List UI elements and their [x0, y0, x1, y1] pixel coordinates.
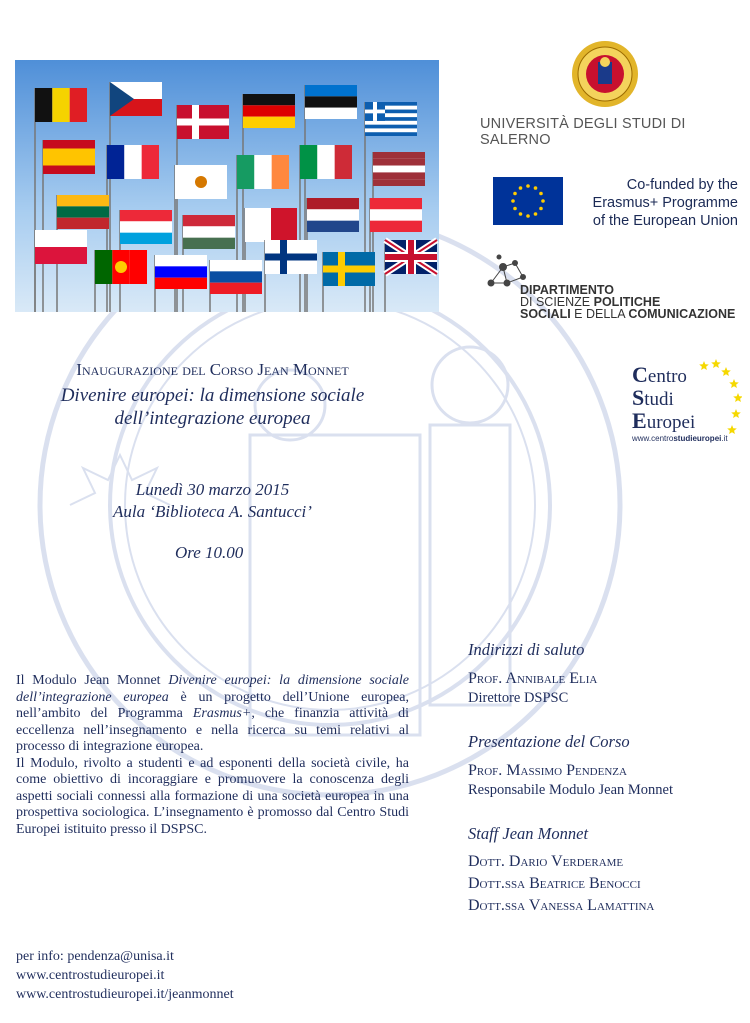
contact-info	[16, 947, 234, 1004]
uk-flag	[385, 240, 437, 274]
staff-heading: Staff Jean Monnet	[468, 824, 589, 843]
denmark-flag	[177, 105, 229, 139]
eu-flag-icon	[493, 177, 563, 225]
malta-flag	[245, 208, 297, 242]
austria-flag	[370, 198, 422, 232]
latvia-flag	[373, 152, 425, 186]
university-name: UNIVERSITÀ DEGLI STUDI DI SALERNO	[480, 116, 686, 148]
course-description	[16, 673, 409, 838]
czech-flag	[110, 82, 162, 116]
belgium-flag	[35, 88, 87, 122]
contact-url[interactable]: www.centrostudieuropei.it	[16, 968, 165, 983]
event-title: Inaugurazione del Corso Jean Monnet	[76, 360, 349, 379]
hungary-flag	[183, 215, 235, 249]
luxembourg-flag	[120, 210, 172, 244]
cyprus-flag	[175, 165, 227, 199]
slovenia-flag	[155, 255, 207, 289]
contact-email[interactable]: per info: pendenza@unisa.it	[16, 949, 174, 964]
sweden-flag	[323, 252, 375, 286]
saluti-role: Direttore DSPSC	[468, 690, 569, 706]
italy-flag	[300, 145, 352, 179]
event-subtitle-line-2: dell’integrazione europea	[114, 408, 311, 429]
presentazione-role: Responsabile Modulo Jean Monnet	[468, 782, 673, 798]
university-seal-logo	[571, 40, 639, 108]
germany-flag	[243, 94, 295, 128]
description-paragraph-2: Il Modulo, rivolto a studenti e ad esponenti della società civile, ha come obiettivo di incoraggiare e promuovere la conoscenza degli aspetti sociali connessi alla formazione di una società europea in una prospettiva sociologica. L’insegnamento è promosso dal Centro Studi Europei istituito presso il DSPSC.	[16, 755, 409, 837]
staff-member: Dott. Dario Verderame	[468, 853, 624, 870]
eu-flags-photo	[15, 60, 439, 312]
presentazione-speaker: Prof. Massimo Pendenza	[468, 762, 627, 779]
finland-flag	[265, 240, 317, 274]
poland-flag	[35, 230, 87, 264]
estonia-flag	[305, 85, 357, 119]
saluti-heading: Indirizzi di saluto	[468, 640, 585, 659]
event-subtitle-line-1: Divenire europei: la dimensione sociale	[60, 385, 365, 406]
netherlands-flag	[307, 198, 359, 232]
contact-url-jeanmonnet[interactable]: www.centrostudieuropei.it/jeanmonnet	[16, 987, 234, 1002]
saluti-speaker: Prof. Annibale Elia	[468, 670, 598, 687]
department-line-2: DI SCIENZE POLITICHE	[520, 295, 661, 309]
erasmus-cofunded-text: Co-funded by the Erasmus+ Programme of the European Union	[592, 177, 738, 229]
department-line-1: DIPARTIMENTO	[520, 283, 614, 297]
centro-studi-europei-logo: Centro Studi Europei	[632, 362, 696, 433]
presentazione-heading: Presentazione del Corso	[468, 732, 630, 751]
cse-website: www.centrostudieuropei.it	[632, 434, 728, 443]
portugal-flag	[95, 250, 147, 284]
slovakia-flag	[210, 260, 262, 294]
event-time: Ore 10.00	[175, 543, 244, 562]
staff-member: Dott.ssa Beatrice Benocci	[468, 875, 641, 892]
event-date: Lunedì 30 marzo 2015	[135, 480, 290, 499]
staff-member: Dott.ssa Vanessa Lamattina	[468, 897, 655, 914]
spain-flag	[43, 140, 95, 174]
event-place: Aula ‘Biblioteca A. Santucci’	[113, 502, 312, 521]
greece-flag	[365, 102, 417, 136]
description-paragraph-1: Il Modulo Jean Monnet Divenire europei: la dimensione sociale dell’integrazione europea è un progetto dell’Unione europea, nell’ambito del Programma Erasmus+, che finanzia attività di eccellenza nell’insegnamento e nella ricerca su temi relativi al processo di integrazione europea.	[16, 673, 409, 754]
ireland-flag	[237, 155, 289, 189]
department-line-3: SOCIALI E DELLA COMUNICAZIONE	[520, 307, 736, 321]
lithuania-flag	[57, 195, 109, 229]
france-flag	[107, 145, 159, 179]
